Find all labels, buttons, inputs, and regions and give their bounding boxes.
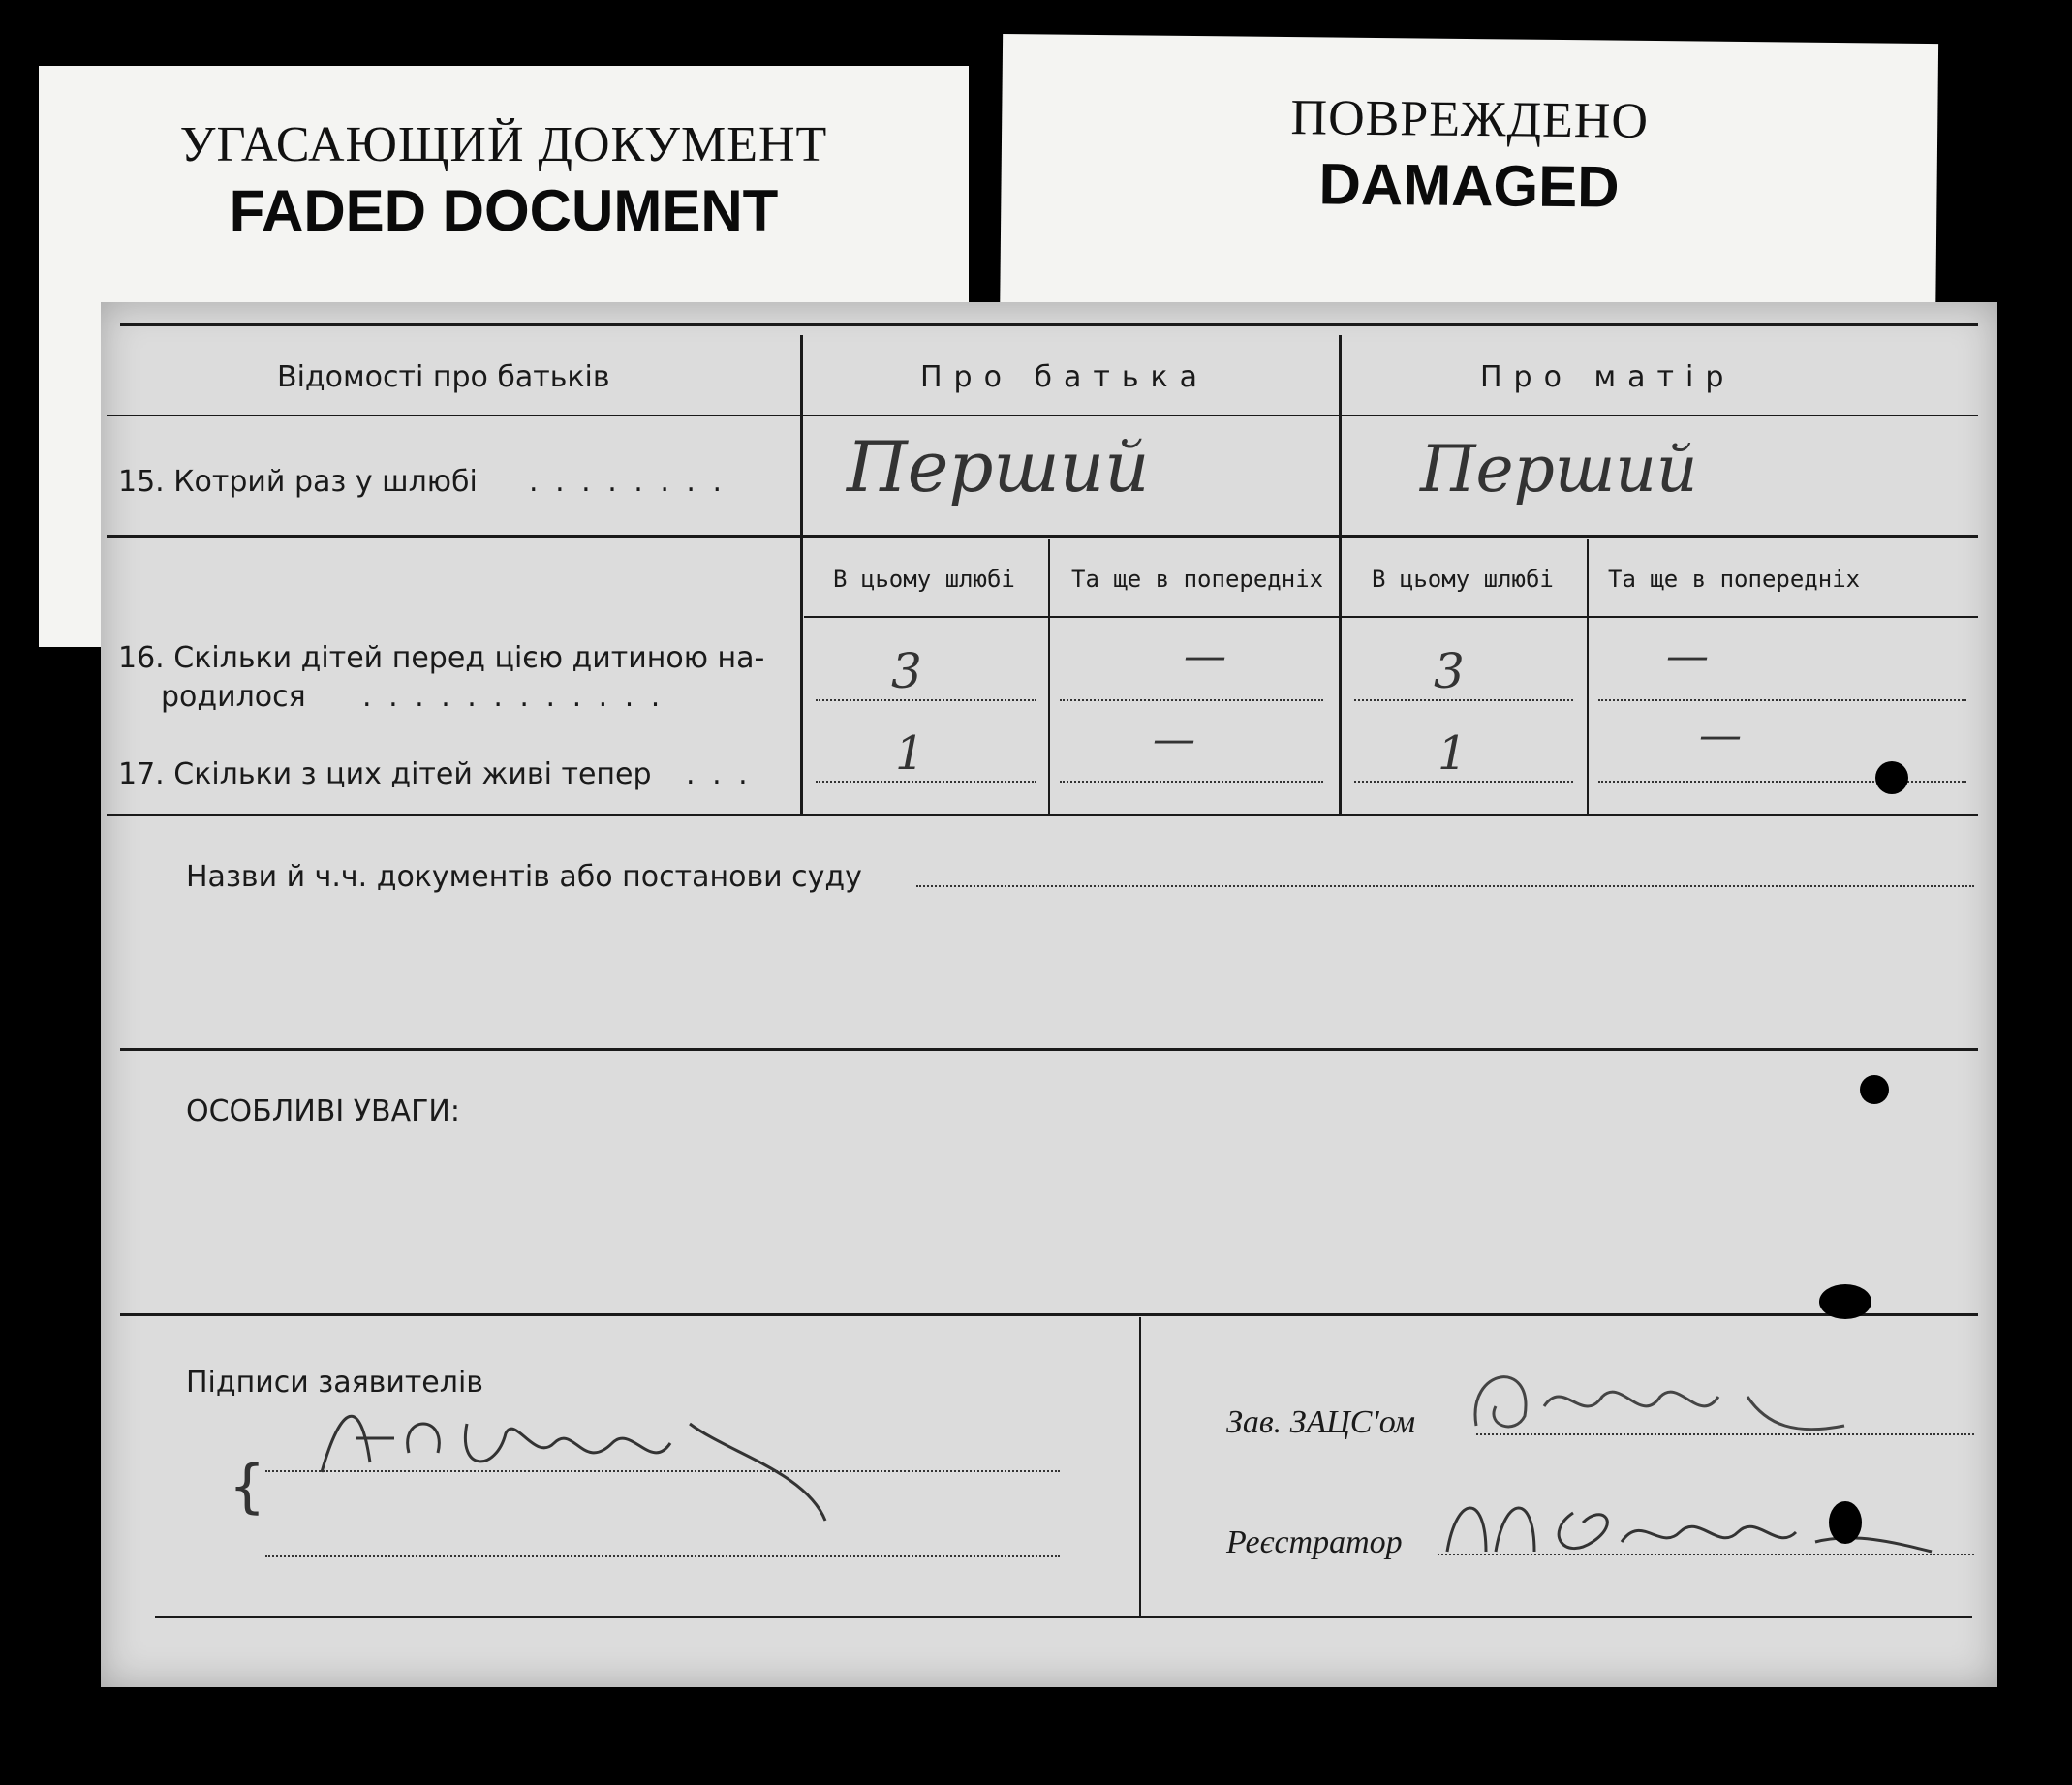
row17-mother-prev-value: — bbox=[1699, 711, 1742, 760]
signature-divider bbox=[1139, 1317, 1141, 1616]
row17-mother-prev-line bbox=[1598, 781, 1966, 783]
row16-father-this-line bbox=[816, 699, 1036, 701]
applicants-signature-label: Підписи заявителів bbox=[186, 1366, 483, 1400]
faded-label-ru: УГАСАЮЩИЙ ДОКУМЕНТ bbox=[179, 117, 828, 172]
row16-father-prev-value: — bbox=[1184, 631, 1226, 681]
row16-label-line1: 16. Скільки дітей перед цією дитиною на- bbox=[118, 641, 765, 675]
col-divider-mother bbox=[1339, 335, 1342, 816]
documents-line bbox=[916, 885, 1974, 887]
row16-dots: . . . . . . . . . . . . bbox=[362, 680, 665, 714]
row17-mother-this-value: 1 bbox=[1438, 726, 1468, 781]
row17-label: 17. Скільки з цих дітей живі тепер bbox=[118, 757, 652, 791]
damage-hole bbox=[1829, 1501, 1862, 1544]
row16-label-line2: родилося bbox=[161, 680, 306, 714]
table-bottom-rule bbox=[107, 814, 1978, 816]
col-divider-mother-sub bbox=[1587, 539, 1589, 816]
row15-dots: . . . . . . . . bbox=[529, 465, 727, 499]
head-registry-signature bbox=[1457, 1348, 1864, 1445]
row16-mother-prev-line bbox=[1598, 699, 1966, 701]
subheader-rule bbox=[804, 616, 1978, 618]
subheader-father-prev: Та ще в попередніх bbox=[1071, 566, 1324, 593]
applicant-signature bbox=[302, 1385, 845, 1530]
row15-label: 15. Котрий раз у шлюбі bbox=[118, 465, 478, 499]
applicant-signature-line-2 bbox=[265, 1555, 1060, 1557]
row17-father-prev-value: — bbox=[1153, 715, 1195, 764]
col-divider-father-sub bbox=[1048, 539, 1050, 816]
header-father: Про батька bbox=[920, 360, 1210, 394]
row17-father-this-line bbox=[816, 781, 1036, 783]
row16-father-prev-line bbox=[1060, 699, 1323, 701]
header-bottom-rule bbox=[107, 415, 1978, 416]
header-parents-info: Відомості про батьків bbox=[277, 360, 610, 394]
form-bottom-rule bbox=[155, 1616, 1972, 1618]
row15-mother-value: Перший bbox=[1420, 432, 1698, 507]
registration-form bbox=[101, 302, 1997, 1687]
registrar-signature bbox=[1428, 1474, 1951, 1571]
subheader-mother-this: В цьому шлюбі bbox=[1372, 566, 1554, 593]
header-mother: Про матір bbox=[1480, 360, 1736, 394]
damage-hole bbox=[1875, 761, 1908, 794]
damaged-label-en: DAMAGED bbox=[1318, 151, 1620, 220]
row15-father-value: Перший bbox=[847, 426, 1150, 508]
registrar-label: Реєстратор bbox=[1226, 1524, 1403, 1560]
row17-dots: . . . bbox=[686, 757, 752, 791]
faded-label-en: FADED DOCUMENT bbox=[229, 178, 779, 243]
documents-bottom-rule bbox=[120, 1048, 1978, 1051]
row15-bottom-rule bbox=[107, 535, 1978, 538]
row17-father-prev-line bbox=[1060, 781, 1323, 783]
col-divider-father bbox=[800, 335, 803, 816]
subheader-mother-prev: Та ще в попередніх bbox=[1608, 566, 1861, 593]
row17-father-this-value: 1 bbox=[895, 726, 925, 781]
documents-label: Назви й ч.ч. документів або постанови суду bbox=[186, 860, 862, 894]
damage-hole bbox=[1860, 1075, 1889, 1104]
row16-mother-prev-value: — bbox=[1666, 631, 1709, 681]
damage-hole bbox=[1819, 1284, 1871, 1319]
notes-bottom-rule bbox=[120, 1313, 1978, 1316]
subheader-father-this: В цьому шлюбі bbox=[833, 566, 1015, 593]
row16-mother-this-value: 3 bbox=[1434, 643, 1465, 699]
damaged-label-ru: ПОВРЕЖДЕНО bbox=[1290, 90, 1650, 149]
row16-mother-this-line bbox=[1354, 699, 1573, 701]
signature-brace: { bbox=[229, 1453, 266, 1521]
head-registry-label: Зав. ЗАЦС'ом bbox=[1226, 1404, 1416, 1440]
table-top-rule bbox=[120, 323, 1978, 326]
row16-father-this-value: 3 bbox=[891, 643, 922, 699]
row17-mother-this-line bbox=[1354, 781, 1573, 783]
special-notes-label: ОСОБЛИВІ УВАГИ: bbox=[186, 1094, 460, 1128]
